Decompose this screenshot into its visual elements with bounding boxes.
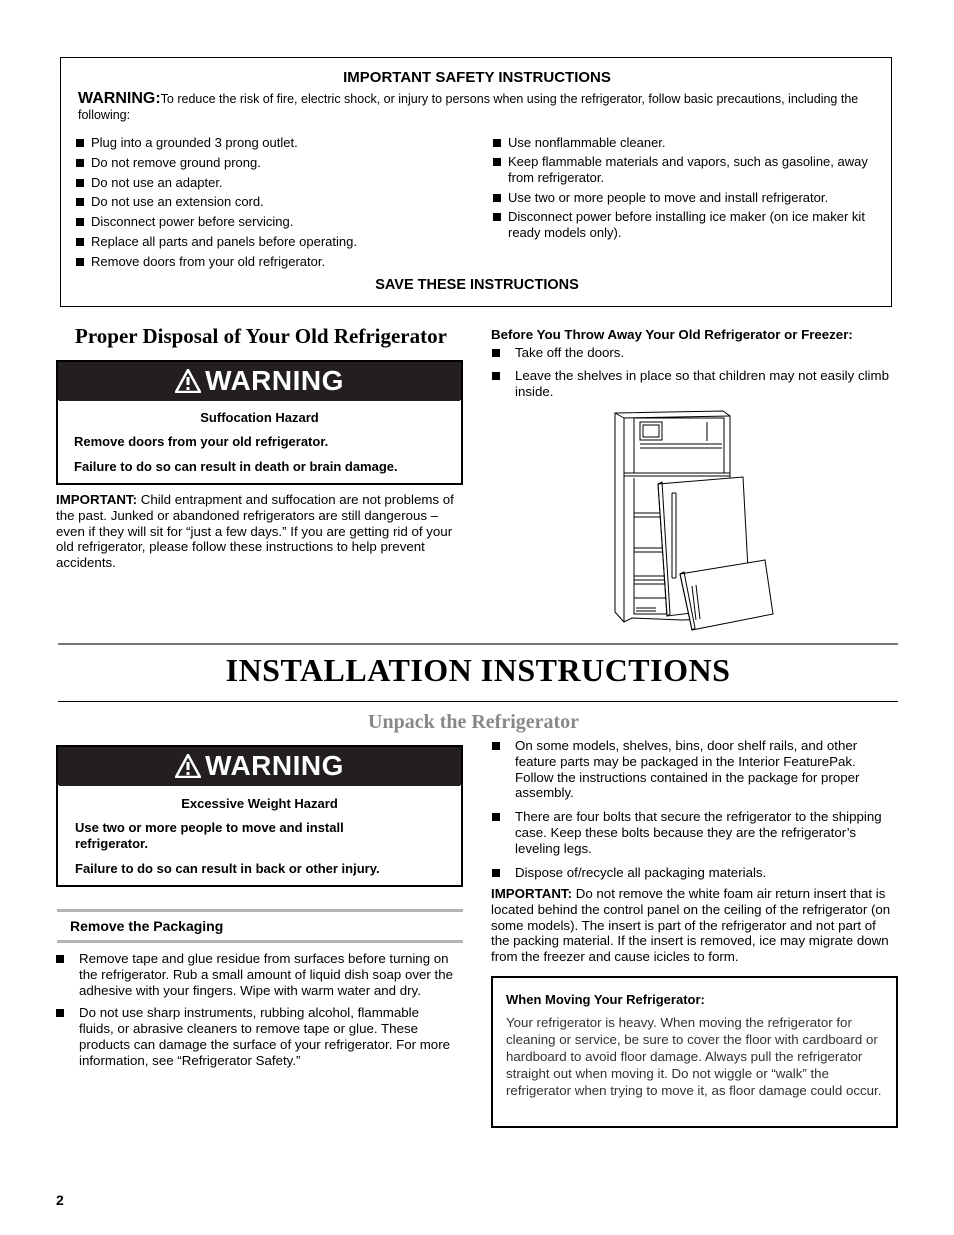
moving-text: Your refrigerator is heavy. When moving the refrigerator for cleaning or service, be sure to cover the floor with cardboard or hardboard to avoid floor damage. Always pull the refrigerator straight out when moving it. Do not wiggle or “walk” the refrigerator when trying to move it, as floor damage could occur. (506, 1015, 882, 1098)
page-number: 2 (56, 1192, 64, 1208)
installation-title: INSTALLATION INSTRUCTIONS (225, 652, 731, 688)
list-item: Dispose of/recycle all packaging materials. (491, 865, 893, 881)
before-throw-away-list (491, 345, 891, 399)
warning-triangle-icon (175, 754, 201, 778)
warning-line: Failure to do so can result in back or other injury. (75, 861, 380, 876)
list-item: Remove doors from your old refrigerator. (76, 254, 476, 270)
bullet-square-icon (492, 349, 500, 357)
safety-warning-label: WARNING: (78, 90, 161, 107)
hazard-title: Suffocation Hazard (200, 410, 319, 425)
warning-line: Failure to do so can result in death or brain damage. (74, 459, 398, 474)
remove-packaging-list (55, 951, 455, 1069)
bullet-square-icon (76, 159, 84, 167)
bullet-square-icon (76, 198, 84, 206)
bullet-square-icon (492, 372, 500, 380)
safety-right-list (493, 135, 878, 241)
title-underline (58, 701, 898, 702)
safety-warning-text (78, 91, 883, 123)
list-item: Do not use sharp instruments, rubbing alcohol, flammable fluids, or abrasive cleaners to remove tape or glue. These products can damage the surface of your refrigerator. For more information, see “Refrigerator Safety.” (55, 1005, 455, 1068)
list-item: Remove tape and glue residue from surfaces before turning on the refrigerator. Rub a small amount of liquid dish soap over the adhesive with your fingers. Wipe with warm water and dry. (55, 951, 455, 998)
bullet-square-icon (76, 179, 84, 187)
warning-banner (58, 362, 461, 400)
list-item: Keep flammable materials and vapors, such as gasoline, away from refrigerator. (493, 154, 878, 186)
unpack-heading: Unpack the Refrigerator (368, 711, 580, 733)
list-item: Leave the shelves in place so that children may not easily climb inside. (491, 368, 891, 400)
bullet-square-icon (56, 955, 64, 963)
before-throw-away-heading: Before You Throw Away Your Old Refrigerator or Freezer: (491, 327, 853, 342)
bullet-square-icon (493, 139, 501, 147)
weight-warning-box (56, 745, 463, 887)
list-item: Disconnect power before installing ice maker (on ice maker kit ready models only). (493, 209, 878, 241)
bullet-square-icon (492, 742, 500, 750)
safety-title: IMPORTANT SAFETY INSTRUCTIONS (343, 69, 611, 86)
bullet-square-icon (76, 218, 84, 226)
list-item: Take off the doors. (491, 345, 891, 361)
bullet-square-icon (493, 213, 501, 221)
disposal-important-paragraph: IMPORTANT: Child entrapment and suffocation are not problems of the past. Junked or abandoned refrigerators are still dangerous – even if they will sit for “just a few days.” If you are getting rid of your old refrigerator, please follow these instructions to help prevent accidents. (56, 492, 454, 571)
list-item: There are four bolts that secure the refrigerator to the shipping case. Keep these bolts because they are the refrigerator’s leveling legs. (491, 809, 893, 856)
list-item: Do not remove ground prong. (76, 155, 476, 171)
bullet-square-icon (493, 194, 501, 202)
bullet-square-icon (492, 869, 500, 877)
warning-triangle-icon (175, 369, 201, 393)
hazard-title: Excessive Weight Hazard (181, 796, 338, 811)
refrigerator-doors-removed-illustration (612, 408, 782, 636)
bullet-square-icon (492, 813, 500, 821)
bullet-square-icon (76, 258, 84, 266)
list-item: Plug into a grounded 3 prong outlet. (76, 135, 476, 151)
moving-refrigerator-box (491, 976, 898, 1128)
warning-banner-text: WARNING (205, 750, 344, 781)
list-item: Disconnect power before servicing. (76, 214, 476, 230)
list-item: Replace all parts and panels before operating. (76, 234, 476, 250)
suffocation-warning-box (56, 360, 463, 485)
bullet-square-icon (493, 158, 501, 166)
remove-packaging-heading: Remove the Packaging (70, 918, 224, 934)
safety-warning-body: To reduce the risk of fire, electric shock, or injury to persons when using the refrigerator, follow basic precautions, including the following: (78, 92, 859, 122)
bullet-square-icon (56, 1009, 64, 1017)
list-item: Do not use an extension cord. (76, 194, 476, 210)
safety-left-list (76, 135, 476, 270)
disposal-heading: Proper Disposal of Your Old Refrigerator (75, 324, 447, 348)
list-item: Do not use an adapter. (76, 175, 476, 191)
foam-insert-important-paragraph: IMPORTANT: Do not remove the white foam air return insert that is located behind the control panel on the ceiling of the refrigerator (on some models). The insert is part of the refrigerator and not part of the packing material. If the insert is removed, ice may migrate down from the freezer and cause icicles to form. (491, 886, 891, 965)
unpack-right-list (491, 738, 893, 880)
moving-heading: When Moving Your Refrigerator: (506, 992, 705, 1007)
list-item: Use nonflammable cleaner. (493, 135, 878, 151)
safety-instructions-box (60, 57, 892, 307)
important-label: IMPORTANT: (491, 886, 573, 901)
section-divider (58, 643, 898, 645)
warning-line: Use two or more people to move and install refrigerator. (75, 820, 344, 851)
list-item: Use two or more people to move and install refrigerator. (493, 190, 878, 206)
bullet-square-icon (76, 139, 84, 147)
warning-banner-text: WARNING (205, 365, 344, 396)
save-instructions-text: SAVE THESE INSTRUCTIONS (375, 277, 579, 293)
warning-banner (58, 747, 461, 785)
warning-line: Remove doors from your old refrigerator. (74, 434, 329, 449)
important-label: IMPORTANT: (56, 492, 138, 507)
bullet-square-icon (76, 238, 84, 246)
list-item: On some models, shelves, bins, door shelf rails, and other feature parts may be packaged in the Interior FeaturePak. Follow the instructions contained in the package for proper assembly. (491, 738, 893, 801)
